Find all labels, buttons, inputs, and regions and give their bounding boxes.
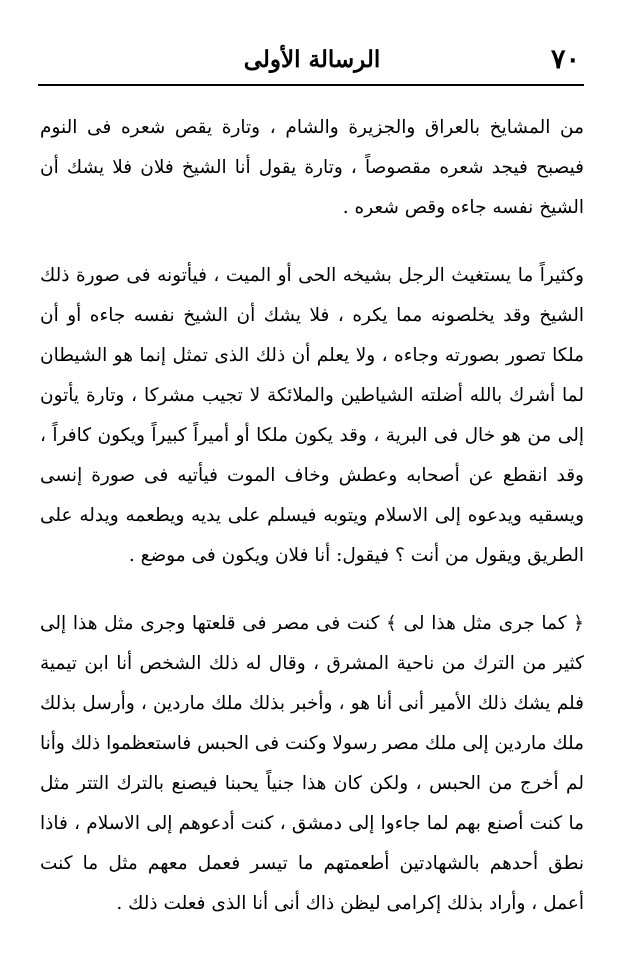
page-header <box>40 42 584 78</box>
running-title: الرسالة الأولى <box>243 46 381 73</box>
body-text <box>40 108 584 924</box>
header-rule <box>38 84 584 86</box>
page-number: ٧٠ <box>550 44 580 75</box>
paragraph-3: ﴿ كما جرى مثل هذا لى ﴾ كنت فى مصر فى قلعتها وجرى مثل هذا إلى كثير من الترك من ناحية المشرق ، وقال له ذلك الشخص أنا ابن تيمية فلم يشك ذلك الأمير أنى أنا هو ، وأخبر بذلك ملك ماردين ، وأرسل بذلك ملك ماردين إلى ملك مصر رسولا وكنت فى الحبس فاستعظموا ذلك وأنا لم أخرج من الحبس ، ولكن كان هذا جنياً يحبنا فيصنع بالترك التتر مثل ما كنت أصنع بهم لما جاءوا إلى دمشق ، كنت أدعوهم إلى الاسلام ، فاذا نطق أحدهم بالشهادتين أطعمتهم ما تيسر فعمل معهم مثل ما كنت أعمل ، وأراد بذلك إكرامى ليظن ذاك أنى أنا الذى فعلت ذلك . <box>40 613 584 914</box>
paragraph-2: وكثيراً ما يستغيث الرجل بشيخه الحى أو الميت ، فيأتونه فى صورة ذلك الشيخ وقد يخلصونه مما يكره ، فلا يشك أن الشيخ نفسه جاءه أو أن ملكا تصور بصورته وجاءه ، ولا يعلم أن ذلك الذى تمثل إنما هو الشيطان لما أشرك بالله أضلته الشياطين والملائكة لا تجيب مشركا ، وتارة يأتون إلى من هو خال فى البرية ، وقد يكون ملكا أو أميراً كبيراً ويكون كافراً ، وقد انقطع عن أصحابه وعطش وخاف الموت فيأتيه فى صورة إنسى ويسقيه ويدعوه إلى الاسلام ويتوبه فيسلم على يديه ويطعمه ويدله على الطريق ويقول من أنت ؟ فيقول: أنا فلان ويكون فى موضع . <box>40 265 584 566</box>
paragraph-1: من المشايخ بالعراق والجزيرة والشام ، وتارة يقص شعره فى النوم فيصبح فيجد شعره مقصوصاً ، وتارة يقول أنا الشيخ فلان فلا يشك أن الشيخ نفسه جاءه وقص شعره . <box>40 117 584 218</box>
